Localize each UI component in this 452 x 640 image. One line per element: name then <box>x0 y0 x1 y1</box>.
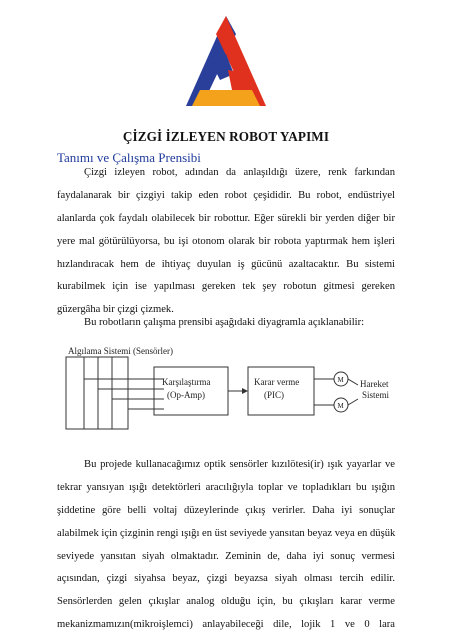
motion-arrow <box>348 399 358 405</box>
paragraph-line: alabilmek için çizginin rengi ışığı en üst seviyede yansıtan beyaz veya en düşük <box>57 527 396 539</box>
paragraph-line: Çizgi izleyen robot, adından da anlaşıldığı üzere, renk farkından <box>84 167 395 178</box>
paragraph-line: yere mal götürülüyorsa, bu işi otonom olarak bir robota yaptırmak hem işleri <box>57 235 395 247</box>
decision-label-1: Karar verme <box>254 377 300 387</box>
motion-arrow <box>348 379 358 385</box>
motor-symbol: M <box>337 376 344 384</box>
motor-symbol: M <box>337 402 344 410</box>
logo-orange-bar <box>192 90 260 106</box>
arrow-head <box>242 388 248 394</box>
paragraph-line: Bu projede kullanacağımız optik sensörler kızılötesi(ir) ışık yayarlar ve <box>84 459 395 470</box>
paragraph-line: mekanizmamızın(mikroişlemci) anlayabileceği dile, lojik 1 ve 0 lara <box>57 619 395 631</box>
block-diagram <box>64 345 394 435</box>
paragraph-line: Sensörlerden gelen çıkışlar analog olduğu için, bu çıkışları karar verme <box>57 596 395 608</box>
sensor-paragraph <box>57 454 395 637</box>
paragraph-line: kurabilmek için ise yapılması gereken tek şey robotun gitmesi gereken <box>57 281 395 293</box>
section-heading: Tanımı ve Çalışma Prensibi <box>57 150 201 165</box>
sensor-box <box>66 357 128 429</box>
paragraph-line: hızlandıracak hem de ihtiyaç duyulan iş gücünü azaltacaktır. Bu sistemi <box>57 258 395 270</box>
page-title: ÇİZGİ İZLEYEN ROBOT YAPIMI <box>122 129 330 144</box>
motion-label-2: Sistemi <box>362 390 390 400</box>
paragraph-line: faydalanarak bir çizgiyi takip eden robot çeşididir. Bu robot, endüstriyel <box>57 189 395 201</box>
comparator-label-1: Karşılaştırma <box>162 377 211 387</box>
decision-label-2: (PIC) <box>264 390 284 400</box>
triangle-logo-icon <box>184 14 268 112</box>
paragraph-line: tekrar yansıyan ışığı detektörleri aracılığıyla toplar ve topladıkları bu ışığın <box>57 481 395 493</box>
sensing-label: Algılama Sistemi (Sensörler) <box>68 346 173 356</box>
paragraph-line: alanlarda çok faydalı olabilecek bir robottur. Eğer sürekli bir yerden diğer bir <box>57 212 395 224</box>
intro-paragraph <box>57 162 395 322</box>
paragraph-line: güzergâha bir çizgi çizmek. <box>57 304 174 316</box>
paragraph-line: açısından, çizgi siyahsa beyaz, çizgi beyazsa siyah olması tercih edilir. <box>57 573 395 585</box>
diagram-intro: Bu robotların çalışma prensibi aşağıdaki diyagramla açıklanabilir: <box>84 317 365 328</box>
comparator-label-2: (Op-Amp) <box>167 390 205 400</box>
paragraph-line: seviyede yansıtan siyah olmaktadır. Zeminin de, daha iyi sonuç vermesi <box>57 550 395 562</box>
motion-label-1: Hareket <box>360 379 389 389</box>
paragraph-line: şiddetine göre belli voltaj düzeylerinde çıkış verirler. Daha iyi sonuçlar <box>57 504 395 516</box>
